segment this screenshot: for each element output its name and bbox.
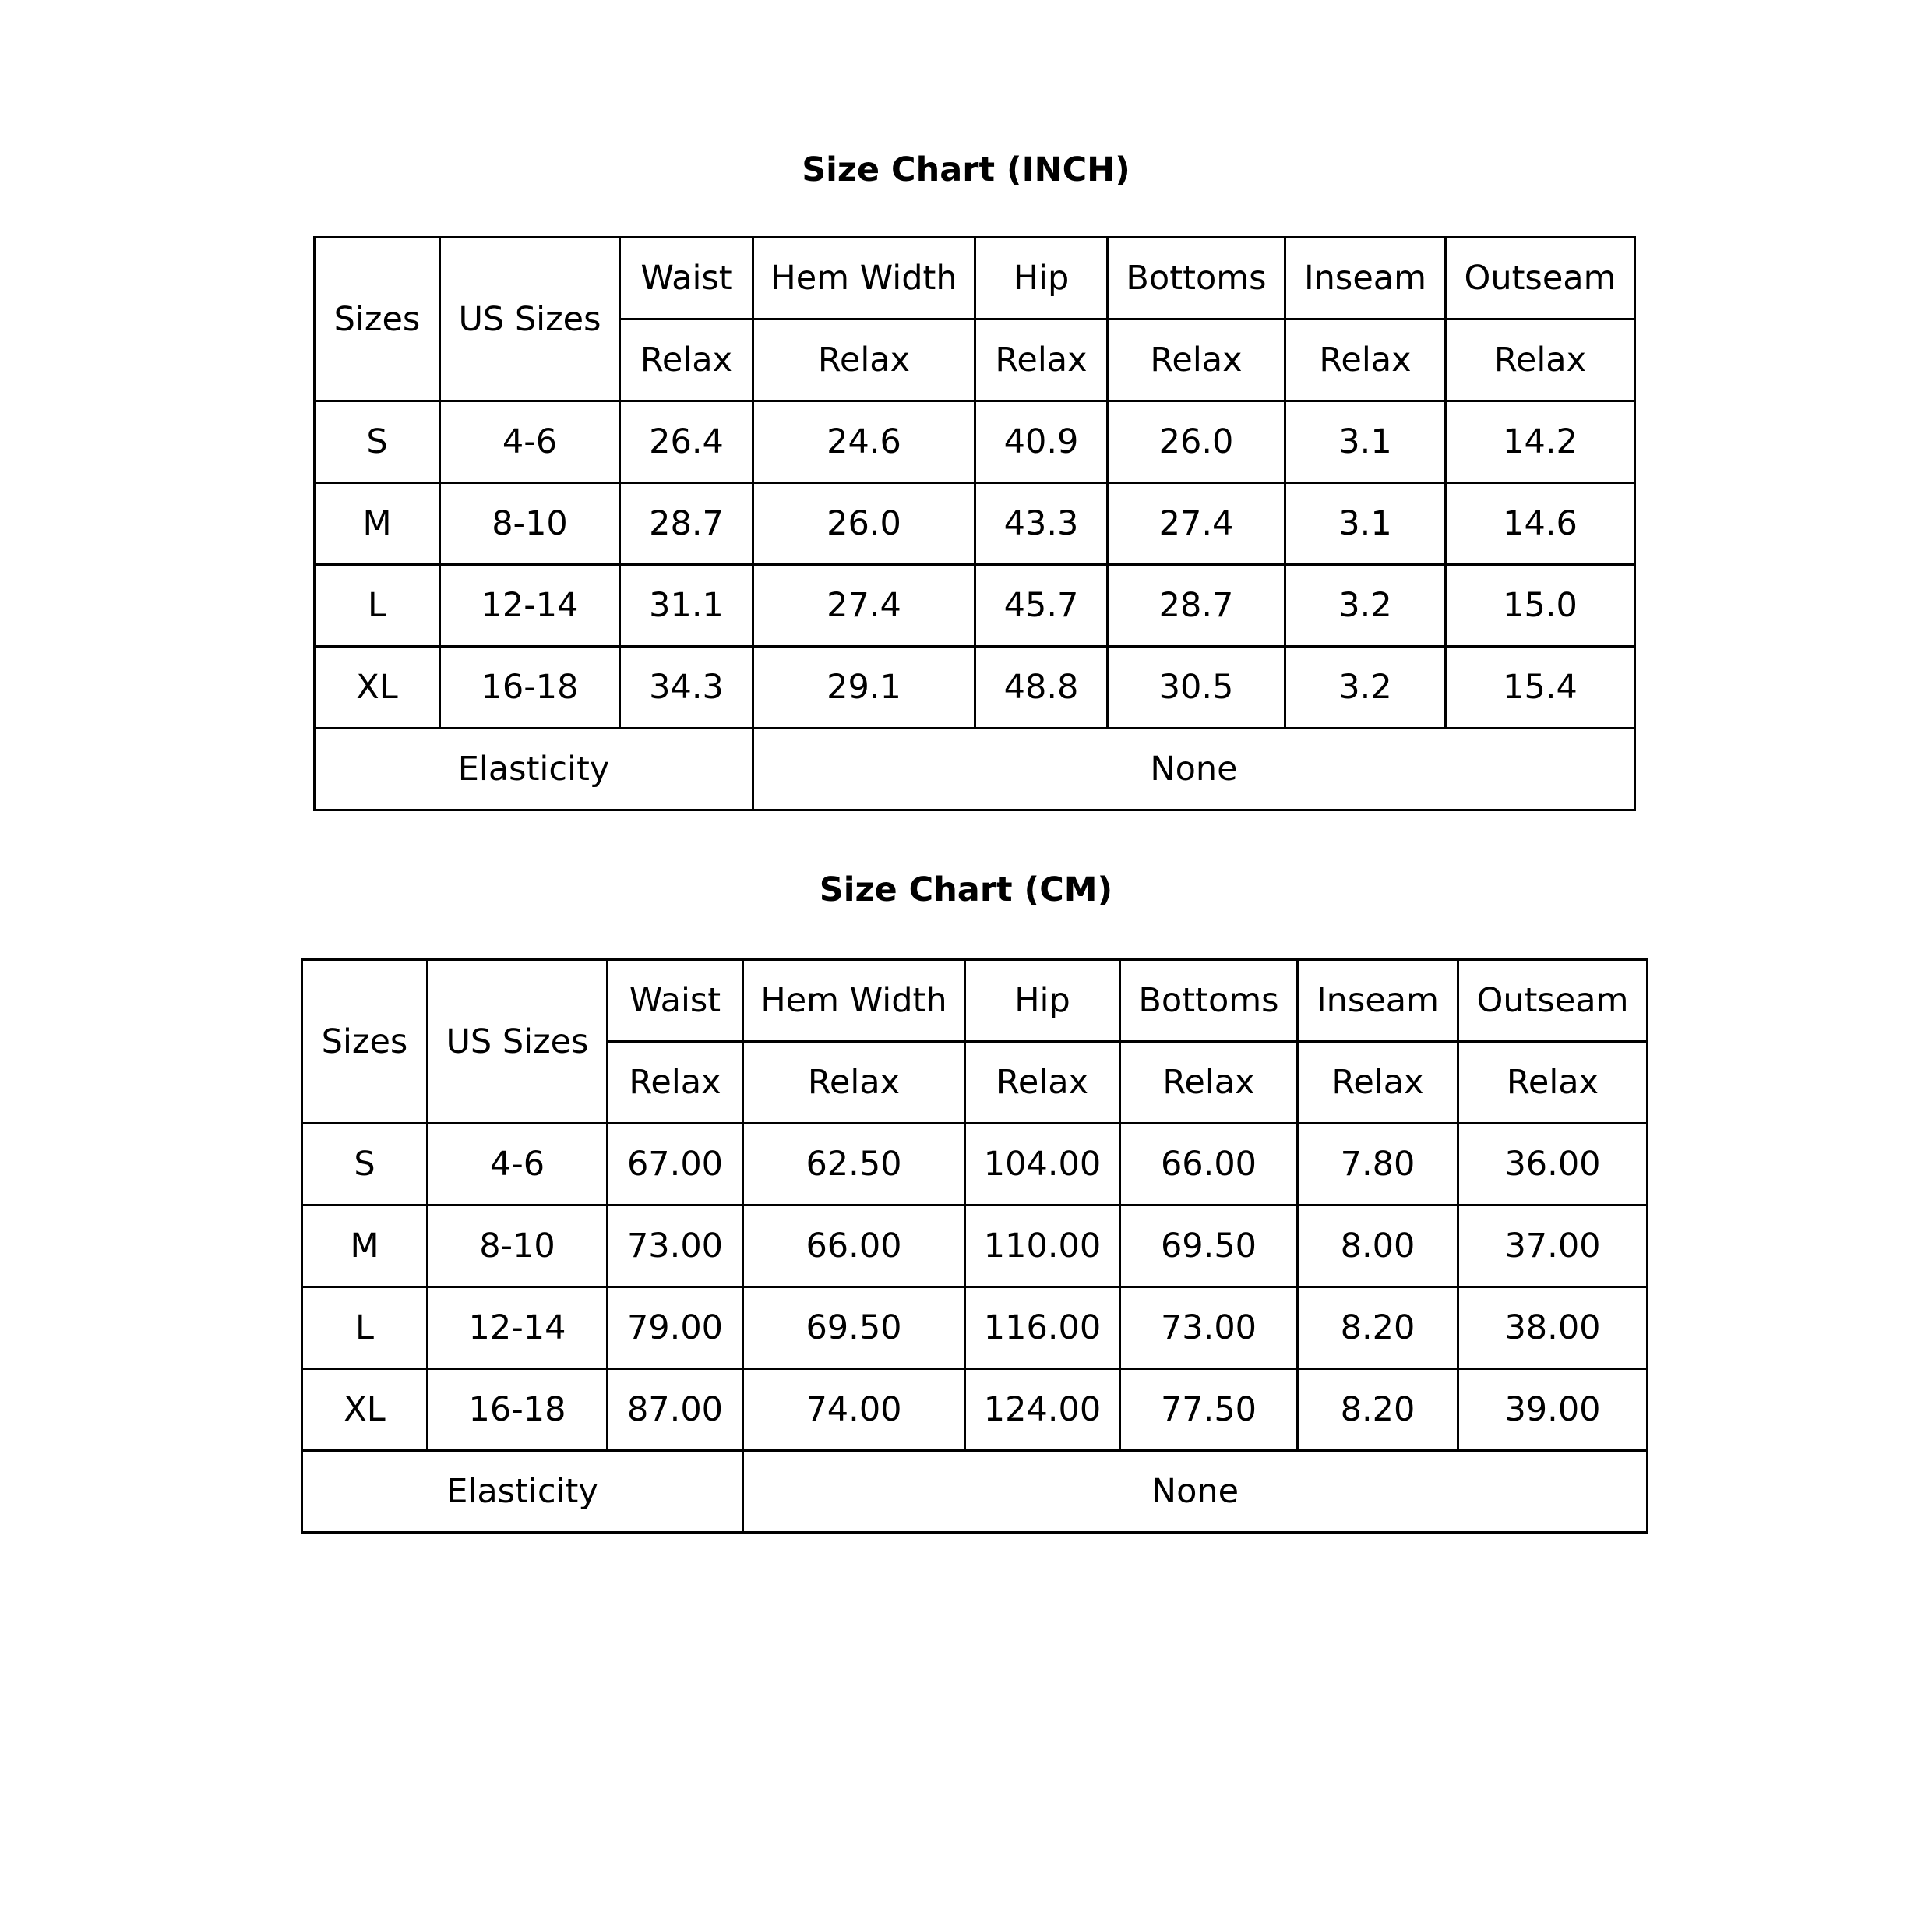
us-size-cell: 12-14 xyxy=(440,565,620,647)
header-hem-width: Hem Width xyxy=(743,960,965,1042)
header-inseam: Inseam xyxy=(1285,238,1446,319)
value-cell: 37.00 xyxy=(1458,1205,1648,1287)
value-cell: 14.2 xyxy=(1446,401,1635,483)
elasticity-label: Elasticity xyxy=(315,729,753,810)
value-cell: 8.00 xyxy=(1298,1205,1458,1287)
us-size-cell: 8-10 xyxy=(440,483,620,565)
value-cell: 73.00 xyxy=(608,1205,743,1287)
size-cell: M xyxy=(302,1205,428,1287)
elasticity-value: None xyxy=(753,729,1635,810)
elasticity-value: None xyxy=(743,1451,1648,1533)
subheader-cell: Relax xyxy=(1285,319,1446,401)
value-cell: 3.2 xyxy=(1285,565,1446,647)
size-chart-inch-title: Size Chart (INCH) xyxy=(802,150,1130,189)
value-cell: 40.9 xyxy=(975,401,1108,483)
table-row xyxy=(315,483,1635,565)
subheader-cell: Relax xyxy=(620,319,753,401)
table-row xyxy=(302,1124,1648,1205)
value-cell: 73.00 xyxy=(1120,1287,1298,1369)
value-cell: 45.7 xyxy=(975,565,1108,647)
subheader-cell: Relax xyxy=(1446,319,1635,401)
value-cell: 69.50 xyxy=(743,1287,965,1369)
size-cell: L xyxy=(302,1287,428,1369)
value-cell: 15.0 xyxy=(1446,565,1635,647)
footer-row xyxy=(315,729,1635,810)
size-cell: S xyxy=(302,1124,428,1205)
subheader-cell: Relax xyxy=(1120,1042,1298,1124)
subheader-cell: Relax xyxy=(965,1042,1120,1124)
size-cell: XL xyxy=(302,1369,428,1451)
size-chart-inch-table xyxy=(313,236,1636,811)
value-cell: 28.7 xyxy=(620,483,753,565)
table-row xyxy=(315,647,1635,729)
header-bottoms: Bottoms xyxy=(1108,238,1285,319)
value-cell: 8.20 xyxy=(1298,1287,1458,1369)
value-cell: 38.00 xyxy=(1458,1287,1648,1369)
subheader-cell: Relax xyxy=(608,1042,743,1124)
header-waist: Waist xyxy=(608,960,743,1042)
header-hip: Hip xyxy=(965,960,1120,1042)
size-chart-cm-title: Size Chart (CM) xyxy=(819,870,1113,909)
value-cell: 27.4 xyxy=(753,565,975,647)
value-cell: 43.3 xyxy=(975,483,1108,565)
us-size-cell: 12-14 xyxy=(428,1287,608,1369)
value-cell: 15.4 xyxy=(1446,647,1635,729)
value-cell: 3.1 xyxy=(1285,401,1446,483)
header-row xyxy=(302,960,1648,1042)
value-cell: 66.00 xyxy=(743,1205,965,1287)
us-size-cell: 4-6 xyxy=(428,1124,608,1205)
subheader-cell: Relax xyxy=(1298,1042,1458,1124)
header-us-sizes: US Sizes xyxy=(428,960,608,1124)
table-row xyxy=(315,401,1635,483)
value-cell: 66.00 xyxy=(1120,1124,1298,1205)
us-size-cell: 16-18 xyxy=(440,647,620,729)
value-cell: 124.00 xyxy=(965,1369,1120,1451)
subheader-cell: Relax xyxy=(1458,1042,1648,1124)
value-cell: 14.6 xyxy=(1446,483,1635,565)
value-cell: 67.00 xyxy=(608,1124,743,1205)
header-waist: Waist xyxy=(620,238,753,319)
size-cell: XL xyxy=(315,647,440,729)
header-us-sizes: US Sizes xyxy=(440,238,620,401)
elasticity-label: Elasticity xyxy=(302,1451,743,1533)
table-row xyxy=(302,1287,1648,1369)
value-cell: 3.2 xyxy=(1285,647,1446,729)
value-cell: 8.20 xyxy=(1298,1369,1458,1451)
value-cell: 3.1 xyxy=(1285,483,1446,565)
value-cell: 110.00 xyxy=(965,1205,1120,1287)
value-cell: 28.7 xyxy=(1108,565,1285,647)
value-cell: 24.6 xyxy=(753,401,975,483)
value-cell: 29.1 xyxy=(753,647,975,729)
footer-row xyxy=(302,1451,1648,1533)
subheader-cell: Relax xyxy=(743,1042,965,1124)
value-cell: 39.00 xyxy=(1458,1369,1648,1451)
header-inseam: Inseam xyxy=(1298,960,1458,1042)
value-cell: 26.0 xyxy=(753,483,975,565)
header-sizes: Sizes xyxy=(315,238,440,401)
value-cell: 104.00 xyxy=(965,1124,1120,1205)
header-bottoms: Bottoms xyxy=(1120,960,1298,1042)
size-cell: M xyxy=(315,483,440,565)
value-cell: 116.00 xyxy=(965,1287,1120,1369)
subheader-cell: Relax xyxy=(1108,319,1285,401)
value-cell: 26.0 xyxy=(1108,401,1285,483)
value-cell: 79.00 xyxy=(608,1287,743,1369)
us-size-cell: 4-6 xyxy=(440,401,620,483)
value-cell: 34.3 xyxy=(620,647,753,729)
value-cell: 48.8 xyxy=(975,647,1108,729)
value-cell: 87.00 xyxy=(608,1369,743,1451)
us-size-cell: 8-10 xyxy=(428,1205,608,1287)
value-cell: 36.00 xyxy=(1458,1124,1648,1205)
us-size-cell: 16-18 xyxy=(428,1369,608,1451)
header-outseam: Outseam xyxy=(1446,238,1635,319)
value-cell: 69.50 xyxy=(1120,1205,1298,1287)
value-cell: 30.5 xyxy=(1108,647,1285,729)
subheader-cell: Relax xyxy=(753,319,975,401)
size-cell: L xyxy=(315,565,440,647)
subheader-cell: Relax xyxy=(975,319,1108,401)
value-cell: 31.1 xyxy=(620,565,753,647)
value-cell: 26.4 xyxy=(620,401,753,483)
value-cell: 27.4 xyxy=(1108,483,1285,565)
header-row xyxy=(315,238,1635,319)
table-row xyxy=(315,565,1635,647)
header-hem-width: Hem Width xyxy=(753,238,975,319)
header-sizes: Sizes xyxy=(302,960,428,1124)
value-cell: 7.80 xyxy=(1298,1124,1458,1205)
value-cell: 77.50 xyxy=(1120,1369,1298,1451)
table-row xyxy=(302,1369,1648,1451)
table-row xyxy=(302,1205,1648,1287)
header-outseam: Outseam xyxy=(1458,960,1648,1042)
size-cell: S xyxy=(315,401,440,483)
value-cell: 62.50 xyxy=(743,1124,965,1205)
size-chart-cm-table xyxy=(301,958,1648,1534)
header-hip: Hip xyxy=(975,238,1108,319)
value-cell: 74.00 xyxy=(743,1369,965,1451)
